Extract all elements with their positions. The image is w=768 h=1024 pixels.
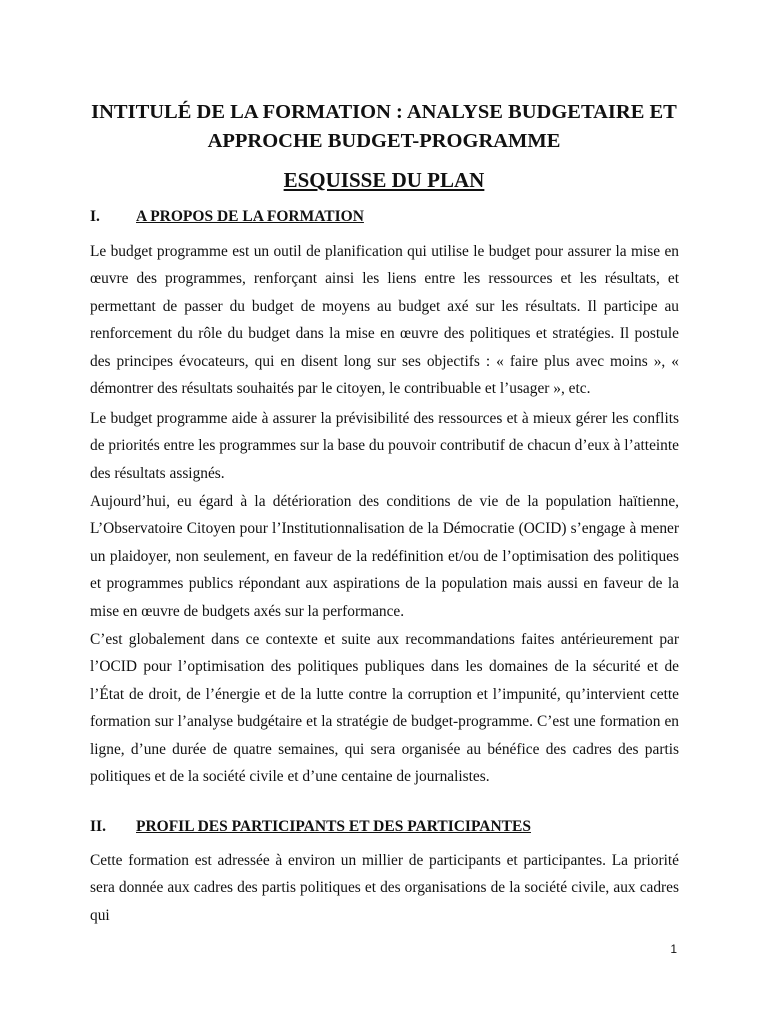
paragraph: Le budget programme aide à assurer la prévisibilité des ressources et à mieux gérer les conflits de priorités entre les programmes sur la base du pouvoir contributif de chacun d’eux à l’atteinte des résultats assignés. [90,410,679,482]
section-heading-1 [90,207,364,227]
section-title: PROFIL DES PARTICIPANTS ET DES PARTICIPANTES [136,818,531,835]
section-number: II. [90,818,106,835]
paragraph: Le budget programme est un outil de planification qui utilise le budget pour assurer la mise en œuvre des programmes, renforçant ainsi les liens entre les ressources et les résultats, et permettant de passer du budget de moyens au budget axé sur les résultats. Il participe au renforcement du rôle du budget dans la mise en œuvre des politiques et stratégies. Il postule des principes évocateurs, qui en disent long sur ses objectifs : « faire plus avec moins », « démontrer des résultats souhaités par le citoyen, le contribuable et l’usager », etc. [90,243,679,398]
paragraph: Aujourd’hui, eu égard à la détérioration des conditions de vie de la population haïtienne, L’Observatoire Citoyen pour l’Institutionnalisation de la Démocratie (OCID) s’engage à mener un plaidoyer, non seulement, en faveur de la redéfinition et/ou de l’optimisation des politiques et programmes publics répondant aux aspirations de la population mais aussi en faveur de la mise en œuvre de budgets axés sur la performance. [90,493,679,620]
paragraph: Cette formation est adressée à environ un millier de participants et participantes. La priorité sera donnée aux cadres des partis politiques et des organisations de la société civile, aux cadres qui [90,852,679,924]
document-title: INTITULÉ DE LA FORMATION : ANALYSE BUDGETAIRE ET APPROCHE BUDGET-PROGRAMME [91,101,677,152]
plan-subtitle: ESQUISSE DU PLAN [283,168,485,192]
section-heading-2 [90,817,531,837]
page-number: 1 [670,942,677,956]
section-title: A PROPOS DE LA FORMATION [136,208,364,225]
section-number: I. [90,208,100,225]
paragraph: C’est globalement dans ce contexte et suite aux recommandations faites antérieurement par l’OCID pour l’optimisation des politiques publiques dans les domaines de la sécurité et de l’État de droit, de l’énergie et de la lutte contre la corruption et l’impunité, qu’intervient cette formation sur l’analyse budgétaire et la stratégie de budget-programme. C’est une formation en ligne, d’une durée de quatre semaines, qui sera organisée au bénéfice des cadres des partis politiques et de la société civile et d’une centaine de journalistes. [90,631,679,786]
